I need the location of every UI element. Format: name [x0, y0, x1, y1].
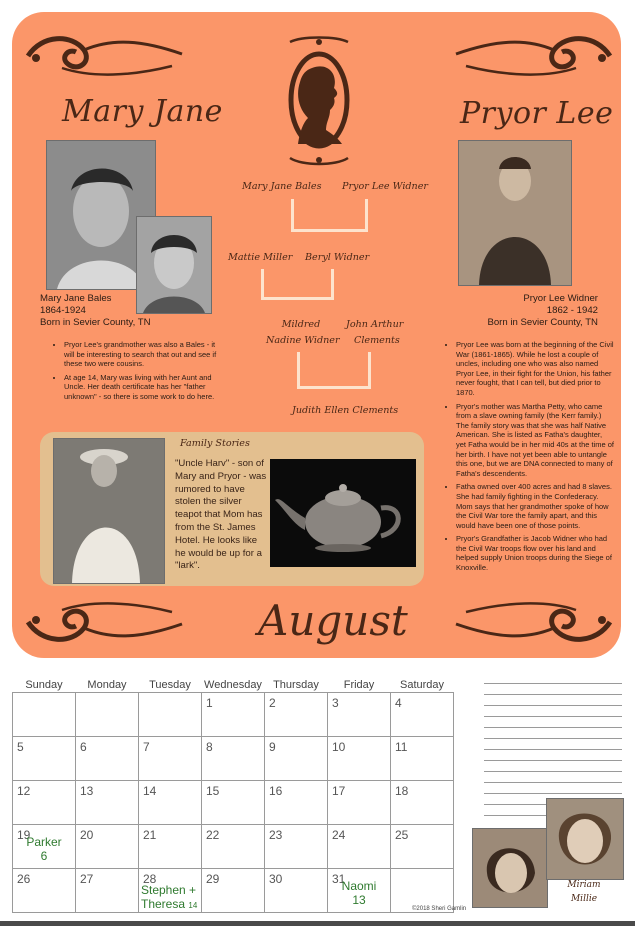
calendar-week [13, 737, 454, 781]
tree-gen1-right: Pryor Lee Widner [342, 181, 428, 192]
tree-gen2-left: Mattie Miller [228, 252, 293, 263]
calendar-week [13, 693, 454, 737]
calendar-week [13, 869, 454, 913]
day-cell[interactable] [139, 825, 202, 869]
tree-connector [291, 229, 368, 232]
day-number: 29 [206, 872, 220, 886]
day-number: 27 [80, 872, 94, 886]
left-note: • At age 14, Mary was living with her Aunt and Uncle. Her death certificate has her "father unknown" - so there is some work to do here. [64, 373, 222, 402]
tree-connector [331, 269, 334, 299]
day-number: 20 [80, 828, 94, 842]
tree-gen2-right: Beryl Widner [305, 252, 370, 263]
notes-line [484, 705, 622, 706]
tree-connector [261, 297, 334, 300]
scroll-ornament-icon [22, 598, 190, 646]
day-cell[interactable] [202, 737, 265, 781]
weekday-header: Tuesday [149, 679, 191, 691]
day-number: 10 [332, 740, 346, 754]
day-number: 25 [395, 828, 409, 842]
left-person-born: Born in Sevier County, TN [40, 317, 151, 328]
tree-gen4: Judith Ellen Clements [292, 405, 399, 416]
day-number: 1 [206, 696, 213, 710]
right-note: • Pryor's Grandfather is Jacob Widner who had the Civil War troops flow over his land and helped supply Union troops during the Siege of Knoxville. [456, 534, 614, 572]
family-stories-title: Family Stories [180, 438, 250, 449]
day-cell[interactable] [265, 693, 328, 737]
event-name: Stephen + [141, 883, 197, 897]
caption-line: Miriam [567, 880, 601, 890]
bottom-photo-caption [562, 878, 606, 906]
tree-connector [261, 269, 264, 299]
weekday-header: Monday [87, 679, 127, 691]
right-person-name: Pryor Lee Widner [523, 293, 598, 304]
day-number: 9 [269, 740, 276, 754]
right-note: • Fatha owned over 400 acres and had 8 slaves. She had family fighting in the Confederacy. Mom says that her grandmother spoke of how the Civil War tore the family apart, and this would have been one of those points. [456, 482, 614, 530]
day-number: 4 [395, 696, 402, 710]
day-cell[interactable] [76, 869, 139, 913]
day-number: 15 [206, 784, 220, 798]
calendar-week [13, 781, 454, 825]
day-cell[interactable] [328, 737, 391, 781]
day-number: 28 [143, 872, 157, 886]
silver-teapot-photo [270, 459, 416, 567]
day-cell[interactable] [328, 781, 391, 825]
day-cell[interactable] [139, 781, 202, 825]
right-person-years: 1862 - 1942 [546, 305, 598, 316]
day-cell[interactable] [13, 737, 76, 781]
left-person-caption [40, 293, 151, 329]
day-cell[interactable] [391, 781, 454, 825]
day-cell[interactable] [265, 825, 328, 869]
family-story-text: "Uncle Harv" - son of Mary and Pryor - was rumored to have stolen the silver teapot that Mom has from the St. James Hotel. He looks like he would be up for a "lark". [175, 458, 267, 572]
left-person-years: 1864-1924 [40, 305, 86, 316]
notes-line [484, 694, 622, 695]
day-number: 8 [206, 740, 213, 754]
day-cell[interactable] [13, 693, 76, 737]
tree-gen3-right-line1: John Arthur [346, 319, 404, 330]
anniversary-event-stephen-theresa [141, 883, 197, 913]
tree-connector [365, 199, 368, 231]
day-cell[interactable] [328, 693, 391, 737]
calendar-grid [12, 678, 454, 913]
event-age: 13 [352, 893, 366, 907]
day-number: 14 [143, 784, 157, 798]
event-age: 6 [40, 849, 48, 863]
notes-line [484, 727, 622, 728]
right-note: • Pryor's mother was Martha Petty, who came from a slave owning family (the Kerr family.) The family story was that she was half Native American. She is listed as Fatha's daughter, yet Fatha would be in her mid 40s at the time of her birth. I have not yet been able to untangle this one, but we are DNA connected to many of Fatha's descendents. [456, 402, 614, 479]
tree-connector [297, 386, 371, 389]
day-cell[interactable] [391, 825, 454, 869]
day-number: 31 [332, 872, 346, 886]
tree-gen3-right-line2: Clements [354, 335, 400, 346]
event-age: 14 [188, 901, 198, 910]
notes-line [484, 683, 622, 684]
day-number: 23 [269, 828, 283, 842]
tree-connector [297, 352, 300, 388]
day-cell[interactable] [13, 781, 76, 825]
day-cell[interactable] [13, 869, 76, 913]
day-cell[interactable] [202, 781, 265, 825]
right-person-notes [446, 340, 614, 577]
day-number: 5 [17, 740, 24, 754]
scroll-ornament-icon [22, 32, 190, 80]
day-cell[interactable] [265, 869, 328, 913]
left-person-heading: Mary Jane [62, 94, 223, 129]
tree-connector [368, 352, 371, 388]
day-number: 6 [80, 740, 87, 754]
event-name: Theresa [141, 897, 186, 911]
day-number: 17 [332, 784, 346, 798]
day-cell[interactable] [391, 693, 454, 737]
left-note: • Pryor Lee's grandmother was also a Bales - it will be interesting to search that out and see if these two were cousins. [64, 340, 222, 369]
notes-line [484, 771, 622, 772]
day-cell[interactable] [202, 693, 265, 737]
millie-photo [546, 798, 624, 880]
day-cell[interactable] [76, 693, 139, 737]
notes-line [484, 738, 622, 739]
right-note: • Pryor Lee was born at the beginning of the Civil War (1861-1865). While he lost a couple of uncles, including one who was also named Pryor Lee, in their fight for the Union, his father never fought, that I can tell, but died prior to 1870. [456, 340, 614, 398]
day-number: 16 [269, 784, 283, 798]
notes-line [484, 749, 622, 750]
day-number: 13 [80, 784, 94, 798]
event-name: Naomi [341, 879, 377, 893]
day-cell[interactable] [76, 781, 139, 825]
weekday-header: Sunday [25, 679, 63, 691]
miriam-photo [472, 828, 548, 908]
notes-line [484, 760, 622, 761]
day-cell[interactable] [139, 869, 202, 913]
weekday-header: Thursday [273, 679, 319, 691]
day-cell[interactable] [328, 869, 391, 913]
caption-line: Millie [570, 894, 598, 904]
tree-gen3-left-line1: Mildred [281, 319, 321, 330]
cameo-silhouette-icon [282, 34, 356, 168]
scroll-ornament-icon [448, 32, 616, 80]
event-name: Parker [26, 835, 62, 849]
day-number: 3 [332, 696, 339, 710]
day-cell[interactable] [76, 737, 139, 781]
bottom-border [0, 921, 635, 926]
day-number: 18 [395, 784, 409, 798]
day-number: 26 [17, 872, 31, 886]
day-number: 11 [395, 740, 408, 754]
day-number: 19 [17, 828, 31, 842]
pryor-lee-portrait-photo [458, 140, 572, 286]
calendar-week [13, 825, 454, 869]
uncle-harv-photo [53, 438, 165, 584]
day-number: 22 [206, 828, 220, 842]
day-cell[interactable] [328, 825, 391, 869]
day-cell[interactable] [139, 693, 202, 737]
tree-gen3-left-line2: Nadine Widner [266, 335, 340, 346]
day-cell[interactable] [13, 825, 76, 869]
day-cell[interactable] [139, 737, 202, 781]
day-cell[interactable] [202, 869, 265, 913]
birthday-event-naomi [328, 879, 390, 907]
day-number: 7 [143, 740, 150, 754]
day-cell[interactable] [265, 781, 328, 825]
notes-line [484, 793, 622, 794]
day-cell[interactable] [391, 737, 454, 781]
day-cell[interactable] [265, 737, 328, 781]
notes-line [484, 782, 622, 783]
weekday-header: Saturday [399, 679, 445, 691]
right-person-caption [440, 293, 598, 329]
right-person-born: Born in Sevier County, TN [487, 317, 598, 328]
day-number: 24 [332, 828, 346, 842]
notes-line [484, 716, 622, 717]
day-cell[interactable] [202, 825, 265, 869]
left-person-name: Mary Jane Bales [40, 293, 112, 304]
tree-gen1-left: Mary Jane Bales [242, 181, 322, 192]
weekday-header: Wednesday [204, 679, 262, 691]
birthday-event-parker [13, 835, 75, 863]
day-number: 21 [143, 828, 157, 842]
copyright-text: ©2018 Sheri Gamlin [412, 906, 467, 912]
month-title: August [258, 596, 408, 645]
day-number: 12 [17, 784, 31, 798]
weekday-header: Friday [343, 679, 375, 691]
tree-connector [291, 199, 294, 231]
day-number: 2 [269, 696, 276, 710]
right-person-heading: Pryor Lee [460, 96, 614, 131]
scroll-ornament-icon [448, 598, 616, 646]
left-person-notes [54, 340, 222, 406]
day-number: 30 [269, 872, 283, 886]
day-cell[interactable] [76, 825, 139, 869]
